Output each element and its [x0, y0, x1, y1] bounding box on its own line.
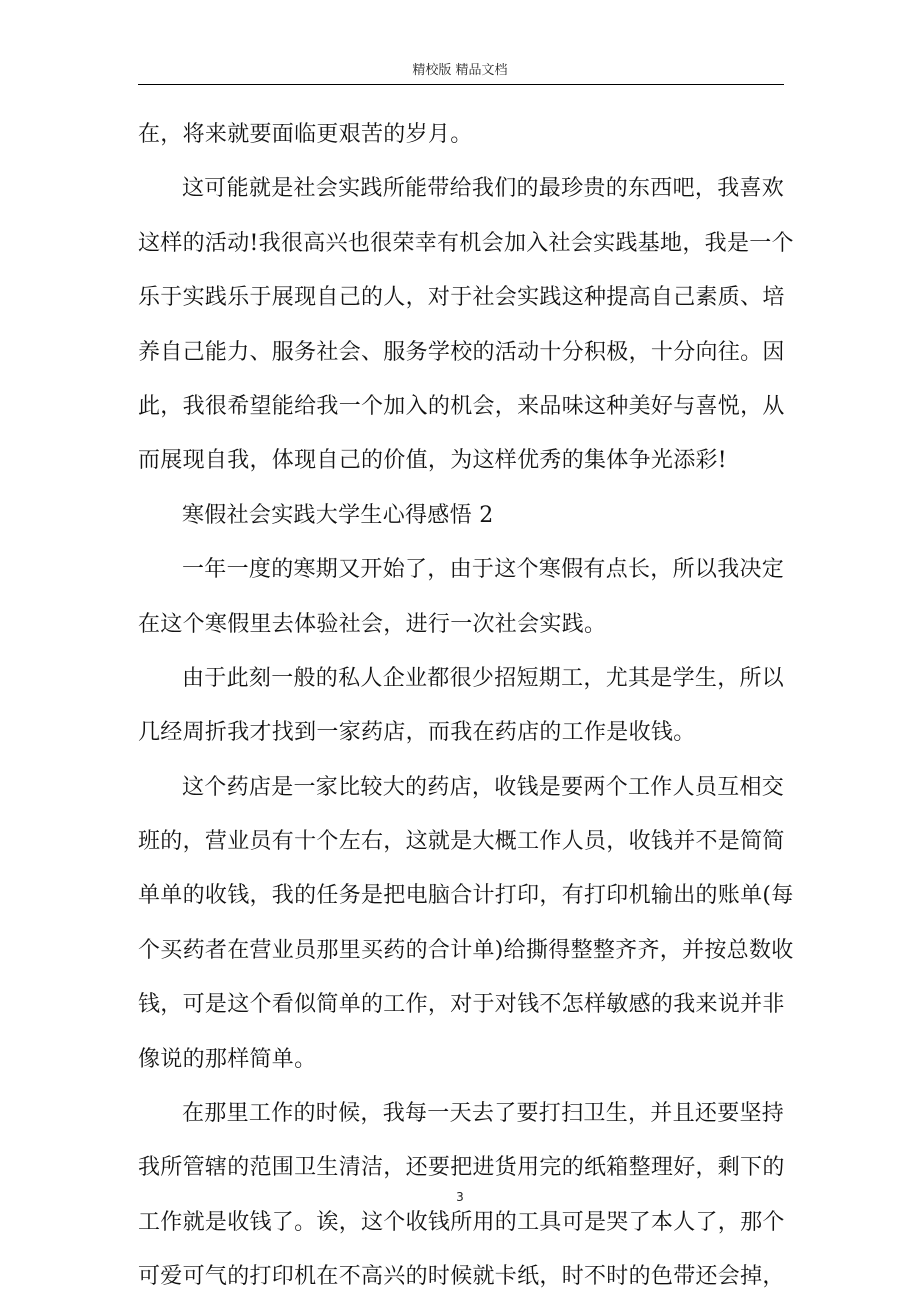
text-line: 乐于实践乐于展现自己的人，对于社会实践这种提高自己素质、培 [138, 285, 785, 311]
text-line: 像说的那样简单。 [138, 1046, 317, 1072]
text-line: 一年一度的寒期又开始了，由于这个寒假有点长，所以我决定 [182, 557, 785, 583]
text-line: 在那里工作的时候，我每一天去了要打扫卫生，并且还要坚持 [182, 1101, 785, 1127]
text-line: 养自己能力、服务社会、服务学校的活动十分积极，十分向往。因 [138, 339, 785, 365]
text-line: 此，我很希望能给我一个加入的机会，来品味这种美好与喜悦，从 [138, 393, 785, 419]
text-line: 几经周折我才找到一家药店，而我在药店的工作是收钱。 [138, 720, 696, 746]
section-heading: 寒假社会实践大学生心得感悟 2 [182, 502, 494, 528]
text-line: 工作就是收钱了。诶，这个收钱所用的工具可是哭了本人了，那个 [138, 1209, 785, 1235]
page-number: 3 [456, 1190, 464, 1204]
text-line: 个买药者在营业员那里买药的合计单)给撕得整整齐齐，并按总数收 [138, 937, 794, 963]
text-line: 钱，可是这个看似简单的工作，对于对钱不怎样敏感的我来说并非 [138, 992, 785, 1018]
text-line: 这个药店是一家比较大的药店，收钱是要两个工作人员互相交 [182, 774, 785, 800]
text-line: 在这个寒假里去体验社会，进行一次社会实践。 [138, 611, 607, 637]
text-line: 单单的收钱，我的任务是把电脑合计打印，有打印机输出的账单(每 [138, 883, 794, 909]
text-line: 在，将来就要面临更艰苦的岁月。 [138, 122, 473, 147]
text-line: 这可能就是社会实践所能带给我们的最珍贵的东西吧，我喜欢 [182, 176, 785, 202]
document-body [138, 108, 794, 1305]
text-line: 可爱可气的打印机在不高兴的时候就卡纸，时不时的色带还会掉， [138, 1264, 785, 1290]
header-divider [138, 84, 784, 85]
text-line: 我所管辖的范围卫生清洁，还要把进货用完的纸箱整理好，剩下的 [138, 1155, 785, 1181]
text-line: 而展现自我，体现自己的价值，为这样优秀的集体争光添彩! [138, 448, 727, 474]
text-line: 这样的活动!我很高兴也很荣幸有机会加入社会实践基地，我是一个 [138, 230, 794, 256]
page-header: 精校版 精品文档 [412, 63, 508, 78]
text-line: 由于此刻一般的私人企业都很少招短期工，尤其是学生，所以 [182, 665, 785, 691]
text-line: 班的，营业员有十个左右，这就是大概工作人员，收钱并不是简简 [138, 829, 785, 855]
